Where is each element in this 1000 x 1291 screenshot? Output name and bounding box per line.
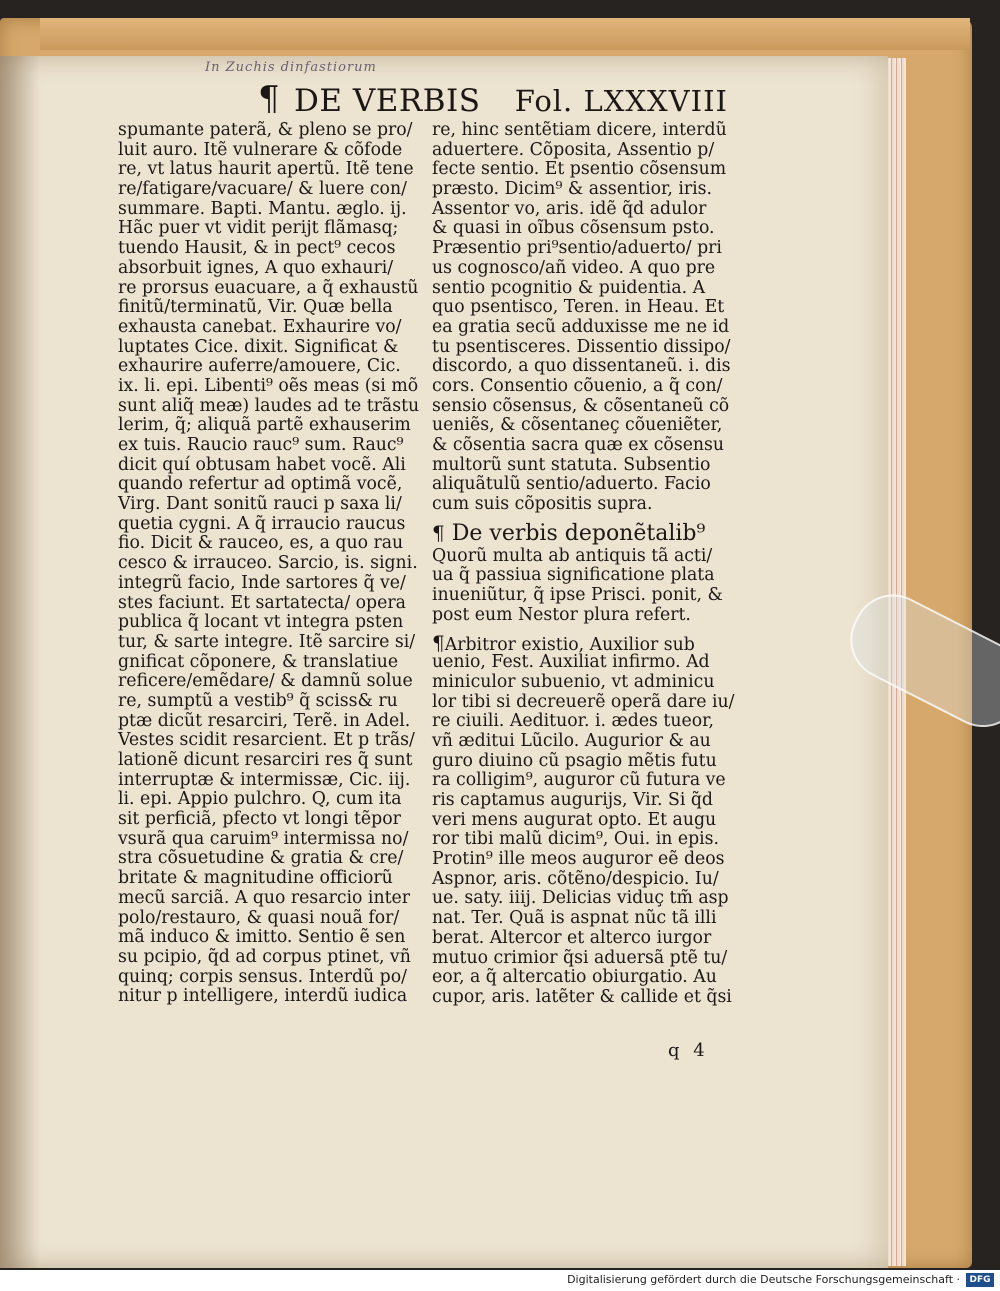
text-line: lor tibi si decreuerẽ operã dare iu/ [432, 691, 735, 712]
left-column-line [118, 515, 424, 535]
left-column-line [118, 357, 424, 377]
text-line: sentio pcognitio & puidentia. A [432, 277, 706, 298]
text-line: fecte sentio. Et psentio cõsensum [432, 159, 727, 180]
text-line: quetia cygni. A q̃ irraucio raucus [118, 513, 406, 534]
left-column-line [118, 239, 424, 259]
right-column-line [432, 968, 732, 988]
text-line: mã induco & imitto. Sentio ẽ sen [118, 927, 406, 948]
right-column-line [432, 377, 732, 397]
pilcrow-icon: ¶ [432, 630, 445, 655]
left-column-line [118, 121, 424, 141]
footer-bar [0, 1270, 1000, 1291]
pilcrow-icon: ¶ [432, 520, 445, 545]
right-column-line [432, 141, 732, 161]
text-line: gnificat cõponere, & translatiue [118, 651, 399, 672]
left-column-line [118, 436, 424, 456]
right-column-line [432, 121, 732, 141]
right-column-line [432, 566, 732, 586]
text-line: eor, a q̃ altercatio obiurgatio. Au [432, 967, 717, 988]
right-column-line [432, 547, 732, 567]
left-column-line [118, 219, 424, 239]
text-line: lationẽ dicunt resarciri res q̃ sunt [118, 750, 413, 770]
text-line: Hãc puer vt vidit perijt flãmasq; [118, 218, 399, 239]
left-column-line [118, 869, 424, 889]
text-line: sunt aliq̃ meæ) laudes ad te trãstu [118, 395, 420, 416]
left-column-line [118, 948, 424, 968]
right-column-line [432, 630, 732, 655]
right-column-line [432, 586, 732, 606]
left-column-line [118, 318, 424, 338]
text-line: vsurã qua caruim⁹ intermissa no/ [118, 828, 409, 849]
paragraph-gap [432, 626, 732, 634]
text-line: polo/restauro, & quasi nouã for/ [118, 907, 400, 928]
text-line: quando refertur ad optimã vocẽ, [118, 474, 403, 495]
text-line: britate & magnitudine officiorũ [118, 868, 393, 889]
text-line: aliquãtulũ sentio/aduerto. Facio [432, 474, 711, 495]
text-line: Aspnor, aris. cõtẽno/despicio. Iu/ [432, 868, 719, 889]
right-column-line [432, 338, 732, 358]
text-line: re, hinc sentẽtiam dicere, interdũ [432, 120, 727, 140]
text-line: exhaurire auferre/amouere, Cic. [118, 356, 401, 377]
right-column-line [432, 200, 732, 220]
right-column-line [432, 298, 732, 318]
text-block-arbitror [432, 630, 735, 1008]
left-column-line [118, 771, 424, 791]
section-heading-text: De verbis deponẽtalib⁹ [451, 520, 706, 546]
text-line: tuendo Hausit, & in pect⁹ cecos [118, 238, 396, 259]
left-column-line [118, 633, 424, 653]
text-line: ue. saty. iiij. Delicias viduç tm̃ asp [432, 888, 729, 909]
left-column-line [118, 534, 424, 554]
text-line: Quorũ multa ab antiquis tã acti/ [432, 545, 713, 566]
left-column-line [118, 613, 424, 633]
dfg-logo: DFG [966, 1273, 994, 1287]
text-line: ua q̃ passiua significatione plata [432, 565, 715, 586]
left-column-line [118, 456, 424, 476]
right-column-line [432, 732, 732, 752]
right-column-line [432, 357, 732, 377]
right-column-line [432, 811, 732, 831]
text-line: ris captamus augurijs, Vir. Si q̃d [432, 790, 713, 810]
left-column-line [118, 731, 424, 751]
right-column-line [432, 416, 732, 436]
right-column-line [432, 318, 732, 338]
text-line: lerim, q̃; aliquã partẽ exhauserim [118, 415, 411, 436]
left-column-line [118, 968, 424, 988]
running-head [258, 80, 728, 120]
text-line: mutuo crimior q̃si aduersã ptẽ tu/ [432, 947, 728, 968]
text-line: mecũ sarciã. A quo resarcio inter [118, 887, 411, 908]
right-column-line [432, 279, 732, 299]
left-column-line [118, 298, 424, 318]
right-column-line [432, 988, 732, 1008]
right-column-line [432, 791, 732, 811]
text-line: reficere/emẽdare/ & damnũ solue [118, 671, 413, 692]
section-heading [432, 519, 732, 547]
text-column-right [432, 120, 735, 1008]
left-column-line [118, 495, 424, 515]
gutter-shadow [0, 56, 40, 1268]
pilcrow-icon: ¶ [258, 79, 280, 119]
text-line: cum suis cõpositis supra. [432, 494, 653, 515]
text-line: uenio, Fest. Auxiliat infirmo. Ad [432, 652, 710, 673]
left-column-line [118, 180, 424, 200]
text-line: post eum Nestor plura refert. [432, 604, 691, 625]
left-column-line [118, 160, 424, 180]
left-column-line [118, 554, 424, 574]
right-column-line [432, 160, 732, 180]
left-column-line [118, 259, 424, 279]
left-column-line [118, 594, 424, 614]
text-line: publica q̃ locant vt integra psten [118, 612, 404, 633]
text-line: guro diuino cũ psagio mẽtis futu [432, 750, 717, 771]
text-line: li. epi. Appio pulchro. Q, cum ita [118, 789, 402, 810]
text-block-quorum [432, 547, 732, 626]
text-line: cupor, aris. latẽter & callide et q̃si [432, 986, 732, 1007]
page-title: DE VERBIS [294, 83, 481, 119]
text-line: stes faciunt. Et sartatecta/ opera [118, 592, 406, 613]
text-line: cesco & irrauceo. Sarcio, is. signi. [118, 553, 418, 574]
text-line: vñ æditui Lũcilo. Augurior & au [432, 730, 711, 751]
left-column-line [118, 810, 424, 830]
left-column-line [118, 338, 424, 358]
cover-top-edge [40, 18, 970, 50]
text-column-left [118, 121, 424, 1007]
text-line: veri mens augurat opto. Et augu [432, 809, 717, 830]
text-line: interruptæ & intermissæ, Cic. iij. [118, 769, 411, 790]
text-line: ra colligim⁹, auguror cũ futura ve [432, 770, 726, 791]
text-line: Protin⁹ ille meos auguror eẽ deos [432, 849, 725, 870]
funding-credit: Digitalisierung gefördert durch die Deutsche Forschungsgemeinschaft · [567, 1273, 960, 1286]
left-column-line [118, 692, 424, 712]
left-column-line [118, 672, 424, 692]
right-column-line [432, 771, 732, 791]
text-line: nat. Ter. Quã is aspnat nũc tã illi [432, 908, 717, 929]
left-column-line [118, 653, 424, 673]
text-line: re, sumptũ a vestib⁹ q̃ sciss& ru [118, 690, 398, 711]
right-column-line [432, 673, 732, 693]
text-line: ueniẽs, & cõsentaneç cõueniẽter, [432, 415, 723, 436]
left-column-line [118, 849, 424, 869]
text-line: Virg. Dant sonitũ rauci p saxa li/ [118, 494, 402, 515]
right-column-line [432, 712, 732, 732]
text-line: Vestes scidit resarcient. Et p trãs/ [118, 730, 415, 751]
right-column-line [432, 909, 732, 929]
left-column-line [118, 416, 424, 436]
right-column-line [432, 180, 732, 200]
left-column-line [118, 397, 424, 417]
right-column-line [432, 850, 732, 870]
text-line: dicit quí obtusam habet vocẽ. Ali [118, 454, 406, 475]
text-line: ex tuis. Raucio rauc⁹ sum. Rauc⁹ [118, 435, 404, 455]
text-line: luptates Cice. dixit. Significat & [118, 336, 399, 357]
left-column-line [118, 790, 424, 810]
right-column-line [432, 830, 732, 850]
text-line: spumante paterã, & pleno se pro/ [118, 120, 413, 140]
text-line: ea gratia secũ adduxisse me ne id [432, 316, 730, 337]
text-block-assentio [432, 121, 732, 515]
text-line: multorũ sunt statuta. Subsentio [432, 454, 711, 475]
left-column-line [118, 574, 424, 594]
folio-number: Fol. LXXXVIII [514, 84, 728, 118]
left-column-line [118, 279, 424, 299]
text-line: aduertere. Cõposita, Assentio p/ [432, 139, 715, 160]
left-column-line [118, 889, 424, 909]
text-line: discordo, a quo dissentaneũ. i. dis [432, 356, 731, 377]
right-column-line [432, 949, 732, 969]
left-column-line [118, 909, 424, 929]
text-line: nitur p intelligere, interdũ iudica [118, 986, 408, 1007]
text-line: integrũ facio, Inde sartores q̃ ve/ [118, 572, 406, 593]
right-column-line [432, 259, 732, 279]
text-line: præsto. Dicim⁹ & assentior, iris. [432, 179, 713, 200]
text-line: re prorsus euacuare, a q̃ exhaustũ [118, 277, 419, 298]
text-line: luit auro. Itẽ vulnerare & cõfode [118, 139, 403, 160]
right-column-line [432, 691, 735, 713]
left-column-line [118, 830, 424, 850]
text-line: Assentor vo, aris. idẽ q̃d adulor [432, 198, 707, 219]
text-line: us cognosco/añ video. A quo pre [432, 257, 716, 278]
right-column-line [432, 653, 732, 673]
text-line: berat. Altercor et alterco iurgor [432, 927, 712, 948]
right-column-line [432, 397, 732, 417]
text-line: stra cõsuetudine & gratia & cre/ [118, 848, 404, 869]
right-column-line [432, 475, 732, 495]
left-column-line [118, 712, 424, 732]
text-line: re, vt latus haurit apertũ. Itẽ tene [118, 159, 414, 180]
text-line: exhausta canebat. Exhaurire vo/ [118, 316, 402, 337]
right-column-line [432, 495, 732, 515]
right-column-line [432, 436, 732, 456]
left-column-line [118, 987, 424, 1007]
text-line: ix. li. epi. Libenti⁹ oẽs meas (si mõ [118, 375, 419, 396]
text-line: & quasi in oĩbus cõsensum psto. [432, 218, 715, 239]
left-column-line [118, 141, 424, 161]
text-line: inueniũtur, q̃ ipse Prisci. ponit, & [432, 585, 723, 606]
text-line: sensio cõsensus, & cõsentaneũ cõ [432, 395, 730, 416]
handwritten-note: In Zuchis dinfastiorum [205, 60, 377, 75]
text-line: cors. Consentio cõuenio, a q̃ con/ [432, 375, 723, 396]
text-line: re ciuili. Aedituor. i. ædes tueor, [432, 711, 714, 732]
right-column-line [432, 929, 732, 949]
text-line: quinq; corpis sensus. Interdũ po/ [118, 966, 407, 987]
text-line: & cõsentia sacra quæ ex cõsensu [432, 435, 725, 455]
text-line: tur, & sarte integre. Itẽ sarcire si/ [118, 631, 416, 652]
text-line: tu psentisceres. Dissentio dissipo/ [432, 336, 731, 357]
right-column-line [432, 456, 732, 476]
right-column-line [432, 239, 732, 259]
text-line: absorbuit ignes, A quo exhauri/ [118, 257, 394, 278]
signature-mark: q 4 [668, 1040, 709, 1061]
right-column-line [432, 889, 732, 909]
text-line: Arbitror existio, Auxilior sub [444, 634, 695, 655]
text-line: ptæ dicũt resarciri, Terẽ. in Adel. [118, 710, 411, 731]
text-line: ror tibi malũ dicim⁹, Oui. in epis. [432, 829, 720, 850]
text-line: finitũ/terminatũ, Vir. Quæ bella [118, 297, 393, 318]
text-line: Præsentio pri⁹sentio/aduerto/ pri [432, 238, 722, 259]
text-line: summare. Bapti. Mantu. æglo. ij. [118, 198, 407, 219]
right-column-line [432, 606, 732, 626]
text-line: quo psentisco, Teren. in Heau. Et [432, 297, 725, 318]
text-line: miniculor subuenio, vt adminicu [432, 671, 715, 692]
left-column-line [118, 475, 424, 495]
left-column-line [118, 200, 424, 220]
right-column-line [432, 870, 732, 890]
text-line: re/fatigare/vacuare/ & luere con/ [118, 179, 407, 200]
text-line: su pcipio, q̃d ad corpus ptinet, vñ [118, 946, 411, 967]
right-column-line [432, 752, 732, 772]
right-column-line [432, 219, 732, 239]
left-column-line [118, 751, 424, 771]
text-line: sit perficiã, pfecto vt longi tẽpor [118, 809, 401, 830]
left-column-line [118, 928, 424, 948]
text-line: fio. Dicit & rauceo, es, a quo rau [118, 533, 404, 554]
left-column-line [118, 377, 424, 397]
